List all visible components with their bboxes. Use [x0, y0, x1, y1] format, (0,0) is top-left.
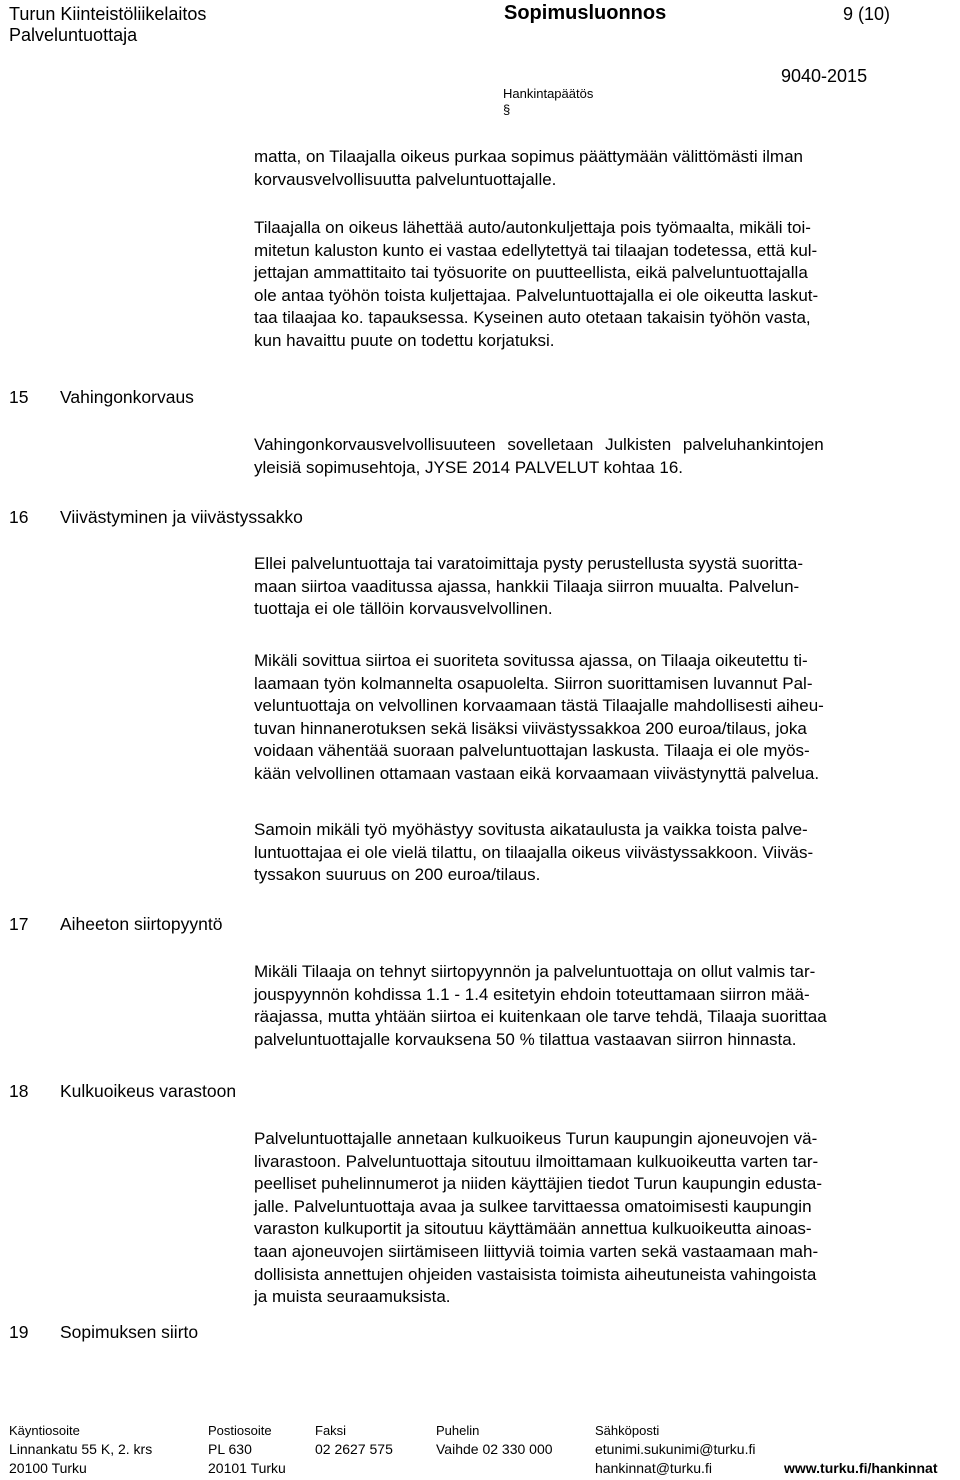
organization-name: Turun Kiinteistöliikelaitos: [9, 4, 207, 24]
text-line: taan ajoneuvojen siirtämiseen liittyviä toimia varten sekä vastaamaan mah-: [254, 1241, 819, 1261]
footer-phone-number: Vaihde 02 330 000: [436, 1441, 553, 1457]
section-title: Viivästyminen ja viivästyssakko: [60, 507, 303, 527]
document-number: 9040-2015: [781, 66, 868, 86]
footer-phone-label: Puhelin: [436, 1423, 480, 1438]
text-line: räajassa, mutta yhtään siirtoa ei kuitenkaan ole tarve tehdä, Tilaaja suorittaa: [254, 1007, 827, 1027]
page-number: 9 (10): [843, 4, 891, 24]
footer-visit-label: Käyntiosoite: [9, 1423, 80, 1438]
paragraph: [254, 819, 956, 887]
section-heading: [9, 386, 194, 408]
text-line: veluntuottaja on velvollinen korvaamaan tästä Tilaajalle mahdollisesti aiheu-: [254, 696, 824, 716]
text-line: Vahingonkorvausvelvollisuuteen sovelletaan Julkisten palveluhankintojen: [254, 435, 824, 454]
text-line: tuvan hinnanerotuksen sekä lisäksi viivästyssakkoa 200 euroa/tilaus, joka: [254, 718, 807, 738]
text-line: Mikäli Tilaaja on tehnyt siirtopyynnön ja palveluntuottaja on ollut valmis tar-: [254, 962, 816, 981]
text-line: voidaan vähentää suoraan palveluntuottajan laskusta. Tilaaja ei ole myös-: [254, 741, 810, 761]
section-heading: [9, 1321, 198, 1343]
footer-website-link[interactable]: www.turku.fi/hankinnat: [784, 1460, 938, 1476]
paragraph: [254, 650, 956, 786]
paragraph: [254, 1128, 956, 1309]
footer-fax-label: Faksi: [315, 1423, 347, 1438]
section-heading: [9, 506, 303, 528]
paragraph: [254, 146, 956, 191]
footer-post-label: Postiosoite: [208, 1423, 272, 1438]
text-line: jalle. Palveluntuottaja avaa ja sulkee tarvittaessa omatoimisesti kaupungin: [254, 1196, 812, 1216]
section-heading: [9, 913, 222, 935]
section-number: 19: [9, 1322, 29, 1342]
document-title: Sopimusluonnos: [504, 2, 667, 24]
text-line: yleisiä sopimusehtoja, JYSE 2014 PALVELUT kohtaa 16.: [254, 457, 684, 477]
text-line: jettajan ammattitaito tai työsuorite on puutteellista, eikä palveluntuottajalla: [254, 263, 808, 283]
section-title: Aiheeton siirtopyyntö: [60, 914, 223, 934]
footer-fax-number: 02 2627 575: [315, 1441, 393, 1457]
text-line: Samoin mikäli työ myöhästyy sovitusta aikataulusta ja vaikka toista palve-: [254, 820, 808, 839]
text-line: Ellei palveluntuottaja tai varatoimittaja pysty perustellusta syystä suoritta-: [254, 554, 803, 573]
organization-unit: Palveluntuottaja: [9, 25, 138, 45]
text-line: kään velvollinen ottamaan vastaan eikä korvaamaan viivästynyttä palvelua.: [254, 763, 820, 783]
footer-post-box: PL 630: [208, 1441, 252, 1457]
section-number: 18: [9, 1081, 29, 1101]
text-line: ja muista seuraamuksista.: [254, 1287, 451, 1307]
text-line: matta, on Tilaajalla oikeus purkaa sopimus päättymään välittömästi ilman: [254, 147, 803, 166]
text-line: palveluntuottajalle korvauksena 50 % tilattua vastaavan siirron hinnasta.: [254, 1029, 797, 1049]
text-line: ole antaa työhön toista kuljettajaa. Palveluntuottajalla ei ole oikeutta laskut-: [254, 285, 819, 305]
section-title: Sopimuksen siirto: [60, 1322, 199, 1342]
section-number: 16: [9, 507, 29, 527]
text-line: maan siirtoa vaaditussa ajassa, hankkii Tilaaja siirron muualta. Palvelun-: [254, 576, 800, 596]
text-line: tuottaja ei ole tällöin korvausvelvollinen.: [254, 599, 553, 619]
footer-post-city: 20101 Turku: [208, 1460, 286, 1476]
text-line: Tilaajalla on oikeus lähettää auto/autonkuljettaja pois työmaalta, mikäli toi-: [254, 218, 811, 237]
section-mark: §: [503, 102, 511, 117]
paragraph: [254, 217, 956, 353]
section-title: Kulkuoikeus varastoon: [60, 1081, 237, 1101]
footer-email-personal[interactable]: etunimi.sukunimi@turku.fi: [595, 1441, 756, 1457]
text-line: kun havaittu puute on todettu korjatuksi.: [254, 330, 555, 350]
section-number: 15: [9, 387, 29, 407]
text-line: Palveluntuottajalle annetaan kulkuoikeus Turun kaupungin ajoneuvojen vä-: [254, 1129, 818, 1148]
text-line: laamaan työn kolmannelta osapuolelta. Siirron suorittamisen luvannut Pal-: [254, 673, 813, 693]
text-line: dollisista annettujen ohjeiden vastaisista toimista aiheutuneista vahingoista: [254, 1264, 817, 1284]
text-line: varaston kulkuportit ja sitoutuu käyttämään annettua kulkuoikeutta ainoas-: [254, 1219, 812, 1239]
footer-email-label: Sähköposti: [595, 1423, 660, 1438]
footer-visit-city: 20100 Turku: [9, 1460, 87, 1476]
text-line: korvausvelvollisuutta palveluntuottajalle.: [254, 169, 557, 189]
section-title: Vahingonkorvaus: [60, 387, 194, 407]
section-heading: [9, 1080, 236, 1102]
text-line: Mikäli sovittua siirtoa ei suoriteta sovitussa ajassa, on Tilaaja oikeutettu ti-: [254, 651, 808, 670]
text-line: tyssakon suuruus on 200 euroa/tilaus.: [254, 865, 541, 885]
footer-visit-address: Linnankatu 55 K, 2. krs: [9, 1441, 153, 1457]
text-line: luntuottajaa ei ole vielä tilattu, on tilaajalla oikeus viivästyssakkoon. Viiväs-: [254, 842, 814, 862]
paragraph: [254, 553, 956, 621]
text-line: taa tilaajaa ko. tapauksessa. Kyseinen auto otetaan takaisin työhön vasta,: [254, 308, 811, 328]
text-line: livarastoon. Palveluntuottaja sitoutuu ilmoittamaan kulkuoikeutta varten tar-: [254, 1151, 819, 1171]
text-line: peelliset puhelinnumerot ja niiden käyttäjien tiedot Turun kaupungin edusta-: [254, 1174, 822, 1194]
text-line: jouspyynnön kohdissa 1.1 - 1.4 esitetyin ehdoin toteuttamaan siirron mää-: [254, 984, 810, 1004]
paragraph: [254, 961, 956, 1051]
footer-email-procurement[interactable]: hankinnat@turku.fi: [595, 1460, 712, 1476]
decision-label: Hankintapäätös: [503, 86, 594, 101]
text-line: mitetun kaluston kunto ei vastaa edellytettyä tai tilaajan todetessa, että kul-: [254, 240, 818, 260]
section-number: 17: [9, 914, 29, 934]
paragraph: [254, 434, 956, 479]
